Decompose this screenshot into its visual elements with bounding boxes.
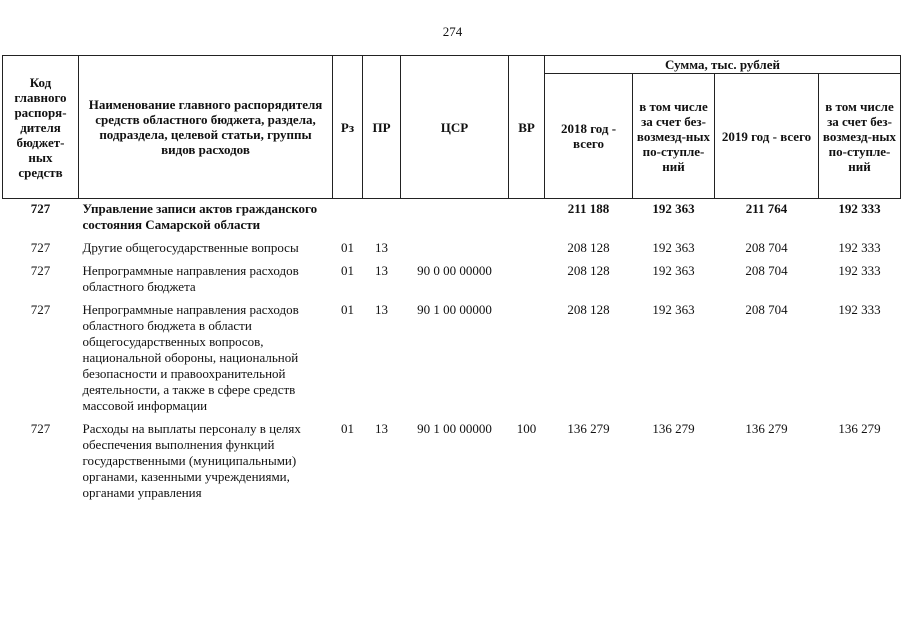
- budget-table: [2, 55, 901, 503]
- cell-code: 727: [30, 302, 51, 317]
- cell-pr: 13: [375, 263, 388, 278]
- cell-pr: [363, 199, 401, 236]
- cell-code: 727: [30, 201, 51, 216]
- cell-2019-free: 192 333: [838, 263, 881, 278]
- cell-2018-free: 192 363: [652, 201, 695, 216]
- header-name: Наименование главного распорядителя средств областного бюджета, раздела, подраздела, целевой статьи, группы видов расходов: [79, 56, 333, 199]
- cell-name: Непрограммные направления расходов областного бюджета в области общегосударственных вопросов, национальной обороны, национальной безопасности и правоохранительной деятельности, а также в сфере средств массовой информации: [82, 302, 299, 413]
- cell-rz: 01: [341, 263, 354, 278]
- cell-2018-total: 208 128: [567, 263, 610, 278]
- table-row: [3, 199, 901, 236]
- cell-pr: 13: [375, 421, 388, 436]
- cell-vr: 100: [516, 421, 537, 436]
- cell-2018-free: 192 363: [652, 263, 695, 278]
- cell-name: Непрограммные направления расходов областного бюджета: [82, 263, 299, 294]
- cell-pr: 13: [375, 240, 388, 255]
- table-row: [3, 235, 901, 258]
- cell-2019-free: 192 333: [838, 240, 881, 255]
- cell-name: Расходы на выплаты персоналу в целях обеспечения выполнения функций государственными (муниципальными) органами, казенными учреждениями, органами управления: [82, 421, 301, 500]
- cell-code: 727: [30, 263, 51, 278]
- cell-2019-total: 136 279: [745, 421, 788, 436]
- cell-rz: 01: [341, 240, 354, 255]
- table-row: [3, 297, 901, 416]
- cell-2018-free: 136 279: [652, 421, 695, 436]
- cell-2018-free: 192 363: [652, 240, 695, 255]
- cell-name: Другие общегосударственные вопросы: [82, 240, 299, 255]
- table-row: [3, 258, 901, 297]
- cell-name: Управление записи актов гражданского состояния Самарской области: [82, 201, 318, 232]
- cell-2019-free: 136 279: [838, 421, 881, 436]
- cell-vr: [509, 235, 545, 258]
- cell-csr: 90 1 00 00000: [417, 421, 492, 436]
- cell-2018-total: 136 279: [567, 421, 610, 436]
- cell-csr: [401, 199, 509, 236]
- cell-code: 727: [30, 421, 51, 436]
- cell-csr: 90 1 00 00000: [417, 302, 492, 317]
- header-code: Код главного распоря-дителя бюджет-ных средств: [3, 56, 79, 199]
- cell-2019-total: 208 704: [745, 240, 788, 255]
- header-2019-total: 2019 год - всего: [715, 74, 819, 199]
- cell-2018-total: 208 128: [567, 240, 610, 255]
- cell-2019-total: 208 704: [745, 263, 788, 278]
- cell-2018-total: 211 188: [567, 201, 610, 216]
- header-sum: Сумма, тыс. рублей: [545, 56, 901, 74]
- cell-pr: 13: [375, 302, 388, 317]
- header-row-top: [3, 56, 901, 74]
- cell-code: 727: [30, 240, 51, 255]
- header-csr: ЦСР: [401, 56, 509, 199]
- header-pr: ПР: [363, 56, 401, 199]
- header-rz: Рз: [333, 56, 363, 199]
- cell-rz: [333, 199, 363, 236]
- cell-2019-free: 192 333: [838, 302, 881, 317]
- header-2018-free: в том числе за счет без-возмезд-ных по-ступле-ний: [633, 74, 715, 199]
- cell-2018-total: 208 128: [567, 302, 610, 317]
- header-2018-total: 2018 год - всего: [545, 74, 633, 199]
- cell-rz: 01: [341, 302, 354, 317]
- cell-vr: [509, 297, 545, 416]
- cell-2019-total: 208 704: [745, 302, 788, 317]
- header-vr: ВР: [509, 56, 545, 199]
- cell-rz: 01: [341, 421, 354, 436]
- cell-csr: [401, 235, 509, 258]
- header-2019-free: в том числе за счет без-возмезд-ных по-ступле-ний: [819, 74, 901, 199]
- cell-2019-total: 211 764: [745, 201, 788, 216]
- cell-vr: [509, 199, 545, 236]
- cell-vr: [509, 258, 545, 297]
- cell-csr: 90 0 00 00000: [417, 263, 492, 278]
- cell-2019-free: 192 333: [838, 201, 881, 216]
- cell-2018-free: 192 363: [652, 302, 695, 317]
- table-row: [3, 416, 901, 503]
- page-number: 274: [442, 24, 463, 39]
